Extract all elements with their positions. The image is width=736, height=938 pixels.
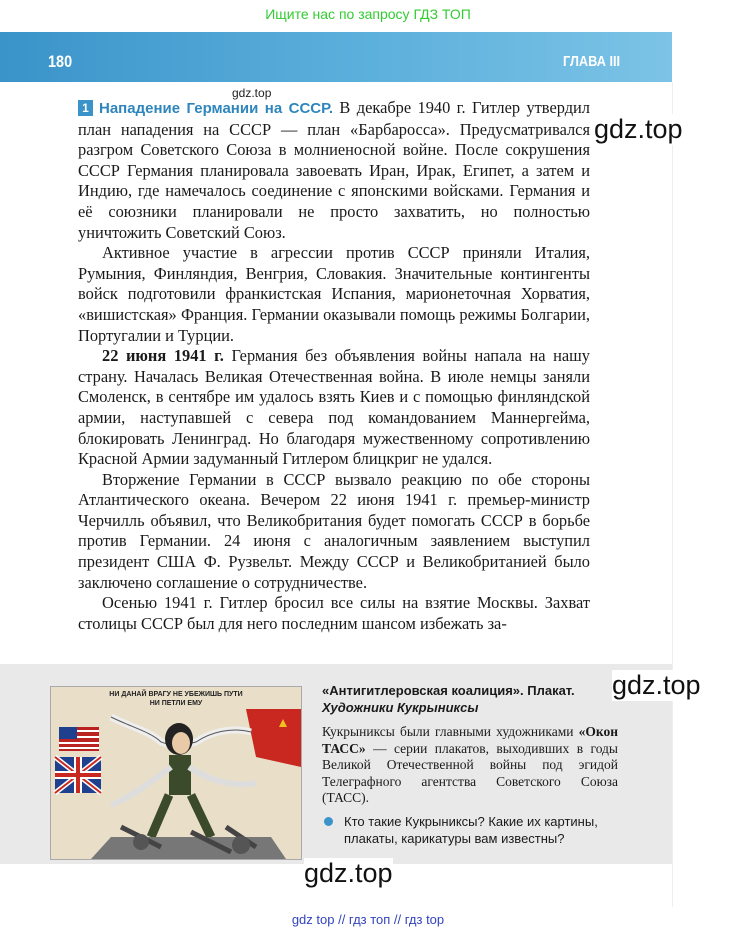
paragraph-3-text: Германия без объявления войны напала на нашу страну. Началась Великая Отечественная война. В июле немцы заняли Смоленск, в сентябре им удалось взять Киев и с помощью финляндской армии, наступавшей с севера под командованием Маннергейма, блокировать Ленинград. Но благодаря мужественному сопротивлению Красной Армии задуманный Гитлером блицкриг не удался. [78,346,590,469]
paragraph-5: Осенью 1941 г. Гитлер бросил все силы на взятие Москвы. Захват столицы СССР был для него последним шансом избежать за- [78,593,590,633]
paragraph-1 [78,98,590,243]
chapter-label: ГЛАВА III [562,53,620,70]
poster-image [50,686,302,860]
figure-description [322,724,618,807]
paragraph-4: Вторжение Германии в СССР вызвало реакцию по обе стороны Атлантического океана. Вечером 22 июня 1941 г. премьер-министр Черчилль объявил, что Великобритания будет помогать СССР в борьбе против Германии. 24 июня с аналогичным заявлением выступил президент США Ф. Рузвельт. Между СССР и Великобританией было заключено соглашение о сотрудничестве. [78,469,590,592]
section-number: 1 [78,100,93,116]
page-header [0,32,672,82]
paragraph-2: Активное участие в агрессии против СССР приняли Италия, Румыния, Финляндия, Венгрия, Словакия. Значительные контингенты войск подготовили франкистская Испания, марионеточная Хорватия, «вишистская» Франция. Германии оказывали помощь режимы Болгарии, Португалии и Турции. [78,243,590,345]
figure-description-end: — серии плакатов, выходивших в годы Великой Отечественной войны под эгидой Телеграфного агентства Советского Союза (ТАСС). [322,740,618,805]
figure-description-start: Кукрыниксы были главными художниками [322,724,579,739]
figure-title: «Антигитлеровская коалиция». Плакат. [322,683,575,698]
date-highlight: 22 июня 1941 г. [102,346,224,366]
figure-description-bold: «Окон ТАСС» [322,724,618,756]
bottom-links[interactable]: gdz top // гдз топ // гдз top [291,912,445,927]
top-banner-link[interactable]: Ищите нас по запросу ГДЗ ТОП [265,6,471,22]
figure-authors: Художники Кукрыниксы [322,700,479,715]
poster-caption-line2: НИ ПЕТЛИ ЕМУ [149,700,203,707]
watermark-big-1: gdz.top [594,114,683,144]
watermark-big-2: gdz.top [612,670,701,700]
main-text [78,98,590,634]
page-number: 180 [48,52,73,71]
paragraph-3 [78,346,590,470]
figure-caption [322,682,618,847]
poster-caption-line1: НИ ДАНАЙ ВРАГУ НЕ УБЕЖИШЬ ПУТИ [109,691,243,698]
watermark-small: gdz.top [232,86,272,100]
poster-illustration [51,687,301,859]
watermark-big-3: gdz.top [304,858,393,888]
paragraph-1-text: В декабре 1940 г. Гитлер утвердил план нападения на СССР — план «Барбаросса». Предусматривался разгром Советского Союза в молниеносной войне. После сокрушения СССР Германия планировала завоевать Иран, Ирак, Египет, а затем и Индию, где намечалось соединение с японскими войсками. Германия и её союзники планировали не просто захватить, но полностью уничтожить Советский Союз. [78,98,590,242]
figure-question [322,813,618,847]
figure-question-text: Кто такие Кукрыниксы? Какие их картины, плакаты, карикатуры вам известны? [344,813,598,846]
bullet-icon [324,817,333,826]
section-title: Нападение Германии на СССР. [99,100,334,117]
